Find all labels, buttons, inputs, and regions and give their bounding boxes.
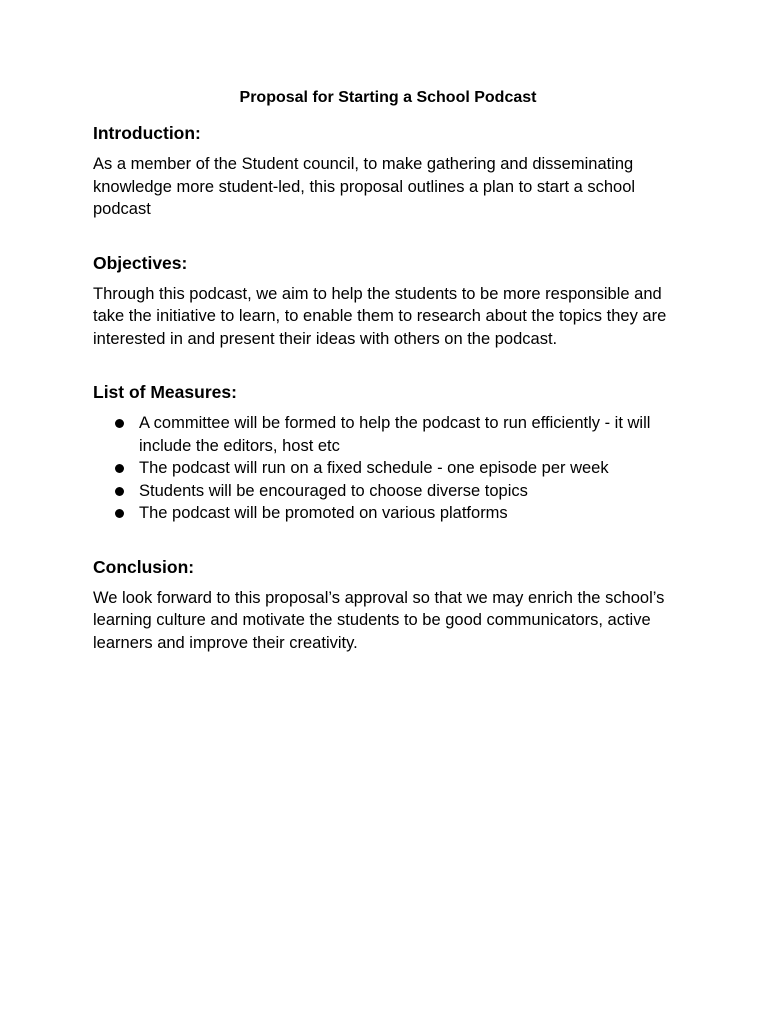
list-item-text: A committee will be formed to help the podcast to run efficiently - it will include the editors, host etc — [139, 414, 651, 455]
list-item — [93, 412, 683, 457]
list-item — [93, 480, 683, 503]
section-introduction — [93, 121, 683, 221]
bullet-icon — [115, 464, 124, 473]
section-body-conclusion: We look forward to this proposal’s approval so that we may enrich the school’s learning culture and motivate the students to be good communicators, active learners and improve their creativity. — [93, 588, 665, 652]
section-heading-list-of-measures: List of Measures: — [93, 382, 237, 402]
section-list-of-measures — [93, 380, 683, 525]
section-heading-conclusion: Conclusion: — [93, 556, 195, 577]
section-heading-introduction: Introduction: — [93, 123, 201, 143]
measures-list — [93, 412, 683, 525]
document-content — [93, 87, 683, 684]
section-body-objectives: Through this podcast, we aim to help the students to be more responsible and take the initiative to learn, to enable them to research about the topics they are interested in and present their ideas with others on the podcast. — [93, 284, 667, 348]
section-heading-objectives: Objectives: — [93, 252, 188, 273]
bullet-icon — [115, 509, 124, 518]
list-item-text: The podcast will be promoted on various platforms — [139, 504, 508, 522]
list-item — [93, 457, 683, 480]
list-item-text: The podcast will run on a fixed schedule - one episode per week — [139, 459, 609, 477]
section-body-introduction: As a member of the Student council, to make gathering and disseminating knowledge more student-led, this proposal outlines a plan to start a school podcast — [93, 155, 636, 218]
section-conclusion — [93, 555, 683, 655]
list-item — [93, 502, 683, 525]
document-title: Proposal for Starting a School Podcast — [239, 89, 537, 106]
list-item-text: Students will be encouraged to choose diverse topics — [139, 481, 528, 500]
bullet-icon — [115, 487, 124, 496]
section-objectives — [93, 251, 683, 351]
bullet-icon — [115, 419, 124, 428]
